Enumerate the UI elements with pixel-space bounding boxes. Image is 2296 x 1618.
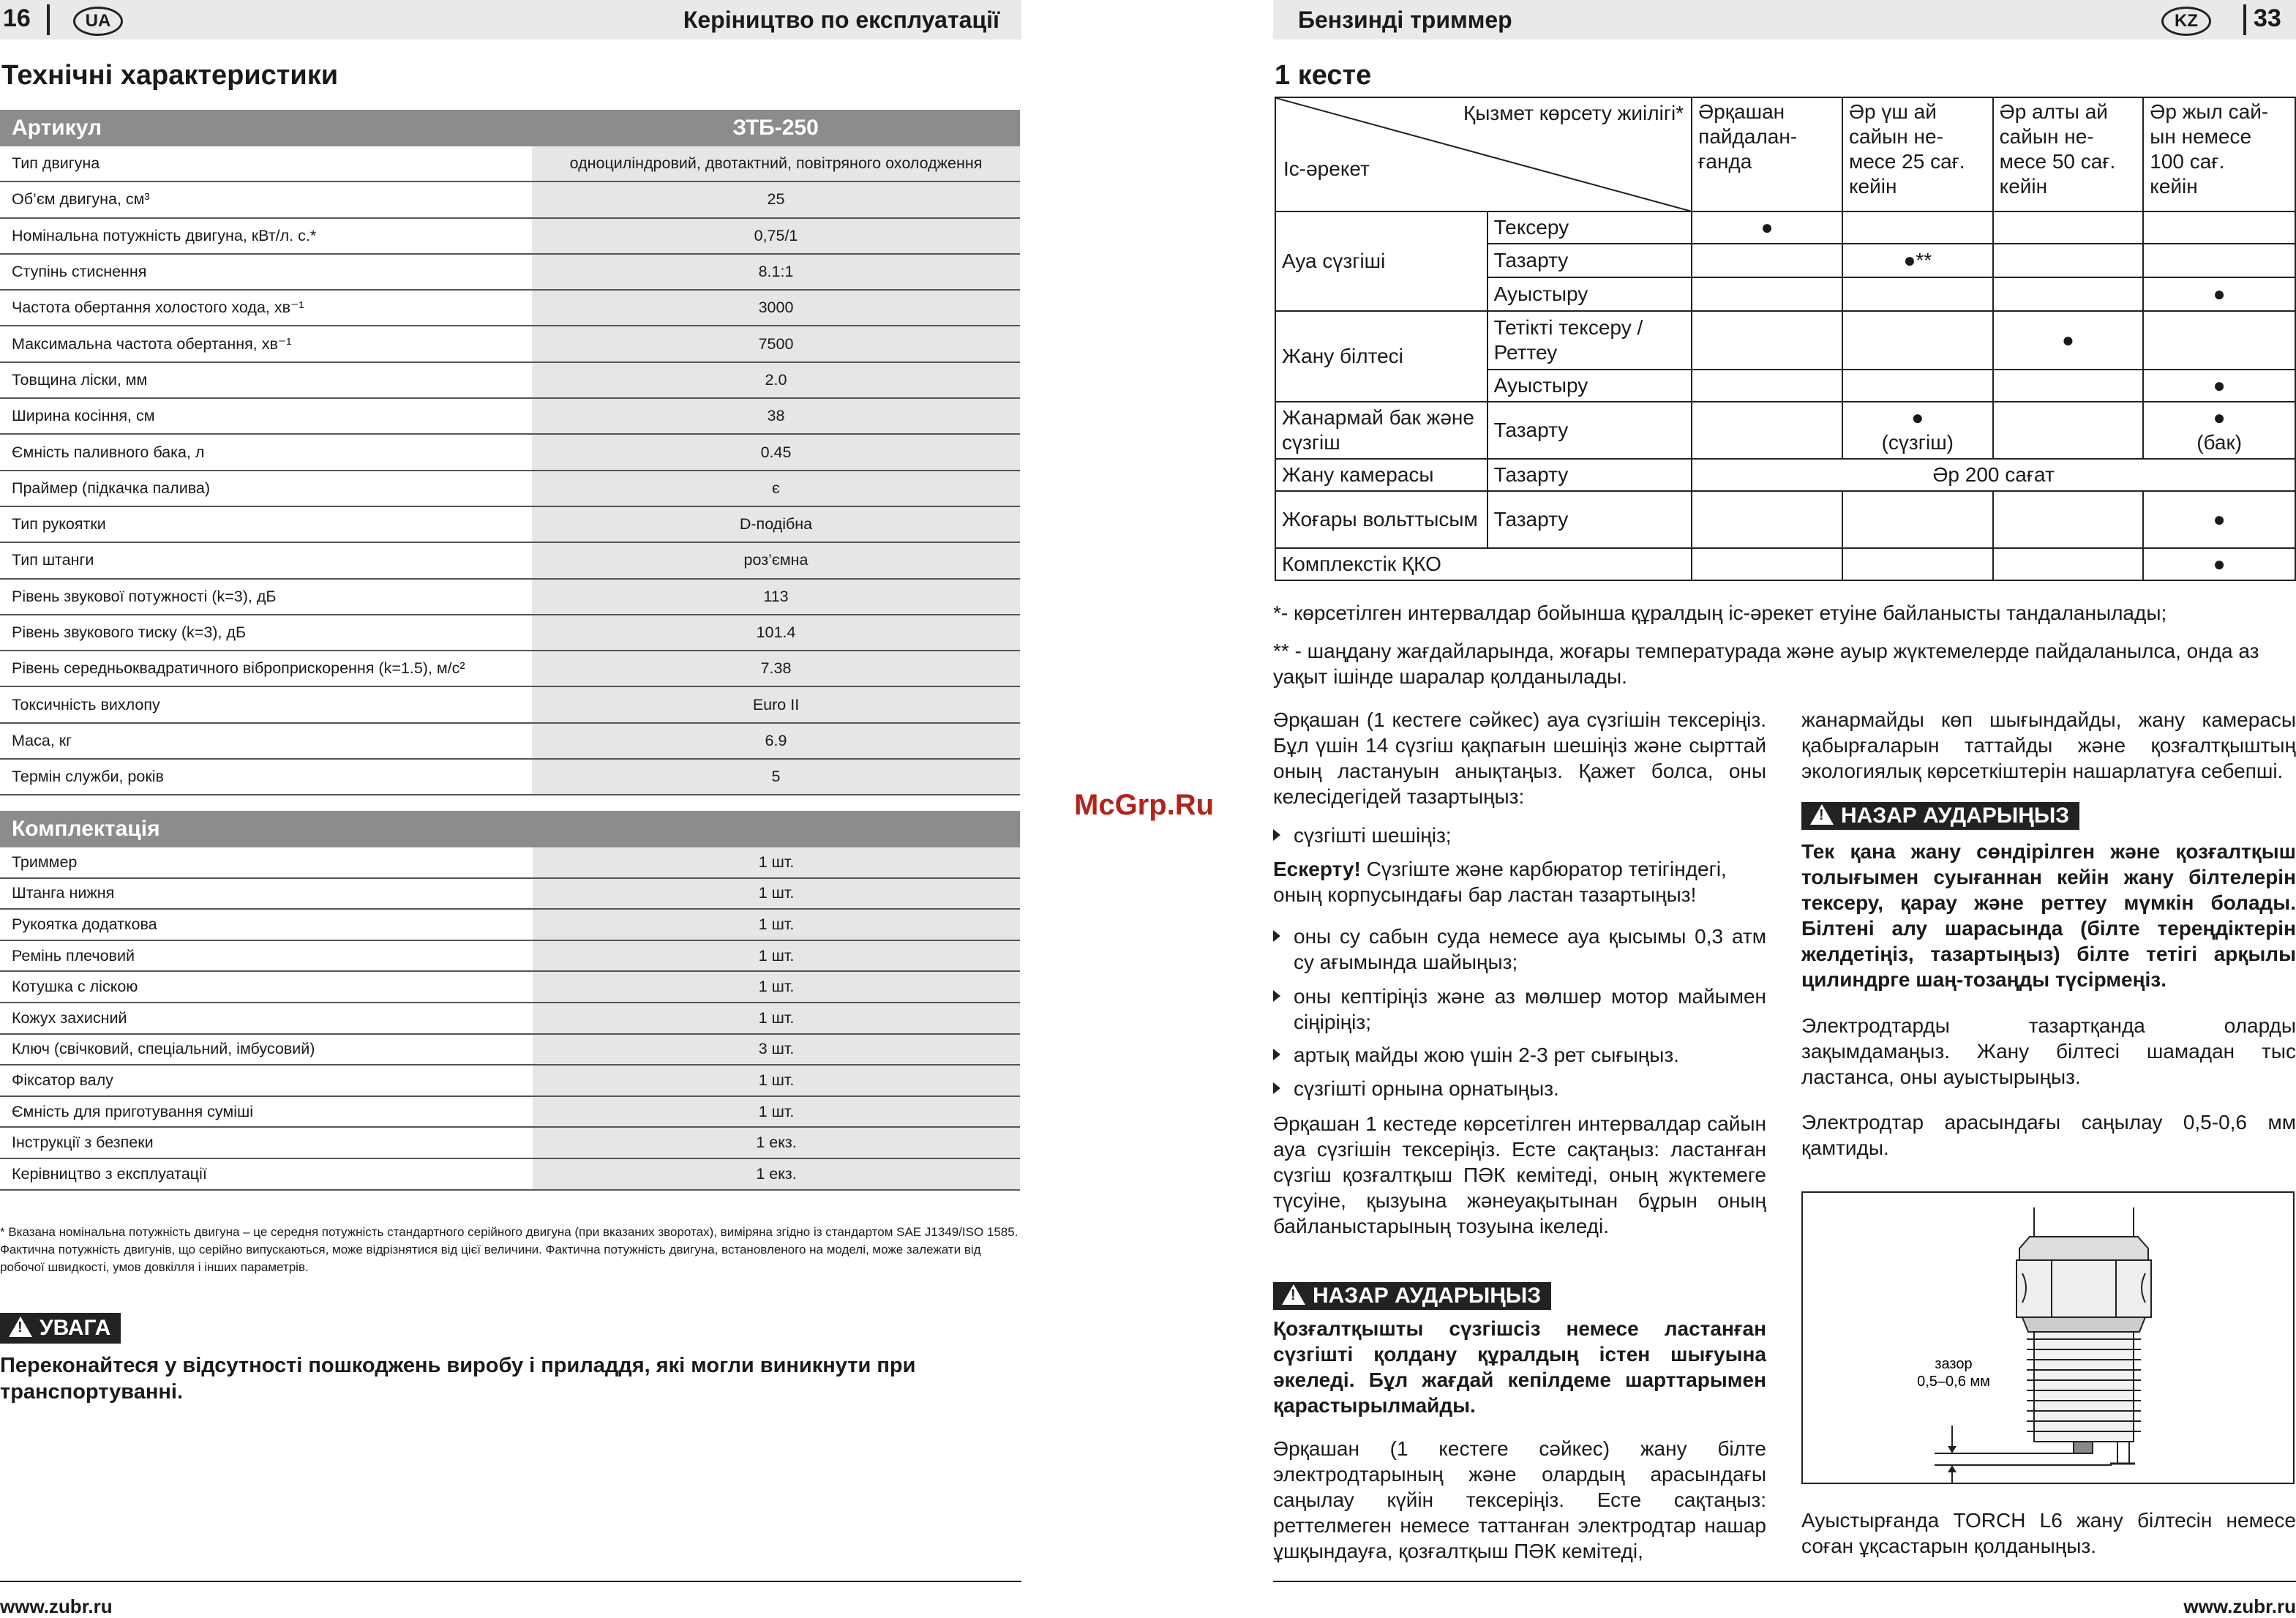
corner-action: Іс-әрекет <box>1283 157 1370 180</box>
mark: ●** <box>1842 244 1993 277</box>
table-note-1: *- көрсетілген интервалдар бойынша құралдың іс-әрекет етуіне байланысты тандаланылады; <box>1273 602 2167 624</box>
spec-label: Частота обертання холостого хода, хв⁻¹ <box>0 290 531 326</box>
warning-badge <box>0 1313 121 1344</box>
right-header <box>1273 0 2296 40</box>
col-line: кейін <box>2150 175 2198 198</box>
col1-para-1: Әрқашан (1 кестеге сәйкес) ауа сүзгішін тексеріңіз. Бұл үшін 14 сүзгіш қақпағын шешіңіз және сырттай оның ластануын анықтаңыз. Қажет болса, оны келесідегідей тазартыңыз: <box>1273 708 1766 808</box>
kit-item: Інструкції з безпеки <box>0 1127 532 1158</box>
kit-item: Ремінь плечовий <box>0 940 532 972</box>
spec-value: 8.1:1 <box>531 254 1020 290</box>
spec-value: 113 <box>531 579 1020 615</box>
warning-icon <box>1810 804 1834 825</box>
mark: ● <box>2143 491 2295 548</box>
header-separator <box>2243 4 2246 35</box>
bullet-item <box>1273 1076 1766 1101</box>
spec-value: 3000 <box>531 290 1020 326</box>
spec-label: Рівень звукового тиску (k=3), дБ <box>0 615 531 651</box>
page-number: 16 <box>3 4 31 32</box>
col1-note <box>1273 856 1766 907</box>
left-page <box>0 0 1021 1617</box>
col-line: кейін <box>1848 175 1897 198</box>
spec-label: Тип рукоятки <box>0 506 531 542</box>
spec-value: 38 <box>531 398 1020 434</box>
kit-qty: 1 шт. <box>532 971 1020 1003</box>
site-link[interactable]: www.zubr.ru <box>2183 1595 2296 1617</box>
col1-para-3: Әрқашан (1 кестеге сәйкес) жану білте электродтарының және олардың арасындағы саңылау күйін тексеріңіз. Есте сақтаңыз: реттелмеген немесе таттанған электродтар нашар ұшқындауға, қозғалтқыш ПӘК кемітеді, <box>1273 1437 1766 1562</box>
note-text: Сүзгіште және карбюратор тетігіндегі, оның корпусындағы бар ластан тазартыңыз! <box>1273 858 1727 906</box>
spec-value: D-подібна <box>531 506 1020 542</box>
col-line: ғанда <box>1698 150 1752 173</box>
kit-item: Ключ (свічковий, спеціальний, імбусовий) <box>0 1034 532 1065</box>
bullet-item <box>1273 924 1766 975</box>
kit-row <box>0 1034 1020 1065</box>
bullet-marker <box>1273 1076 1294 1101</box>
kit-row <box>0 940 1020 972</box>
spec-value: 101.4 <box>531 615 1020 651</box>
footnote: * Вказана номінальна потужність двигуна – це середня потужність стандартного серійного двигуна (при вказаних зворотах), виміряна згідно із стандартом SAE J1349/ISO 1585. Фактична потужність двигунів, що серійно випускаються, може відрізнятися від цієї величини. Фактична потужність двигуна, встановленого на моделі, може залежати від робочої швидкості, умов довкілля і інших параметрів. <box>0 1225 1018 1274</box>
maintenance-table <box>1275 97 2296 581</box>
kit-qty: 1 шт. <box>532 940 1020 972</box>
spec-value: 7.38 <box>531 651 1020 686</box>
row-complex: Комплекстік ҚКО <box>1275 548 1692 580</box>
kit-qty: 1 екз. <box>532 1158 1020 1190</box>
action-clean: Тазарту <box>1487 491 1692 548</box>
spec-row <box>0 218 1020 254</box>
spec-label: Максимальна частота обертання, хв⁻¹ <box>0 326 531 362</box>
bullet-item <box>1273 1042 1766 1068</box>
row-fuel-tank: Жанармай бак және сүзгіш <box>1275 402 1487 459</box>
row-spark-plug: Жану білтесі <box>1275 311 1487 402</box>
spec-row <box>0 362 1020 398</box>
action-replace: Ауыстыру <box>1487 277 1692 311</box>
spec-row <box>0 651 1020 686</box>
spec-value: роз’ємна <box>531 542 1020 578</box>
spec-label: Ступінь стиснення <box>0 254 531 290</box>
action-clean: Тазарту <box>1487 459 1692 491</box>
spec-label: Ємність паливного бака, л <box>0 434 531 470</box>
spec-row <box>0 254 1020 290</box>
spec-row <box>0 326 1020 362</box>
bullet-marker <box>1273 1042 1294 1068</box>
attention-badge <box>1273 1282 1551 1310</box>
bullet-text: сүзгішті шешіңіз; <box>1294 824 1452 847</box>
spec-value: 7500 <box>531 326 1020 362</box>
spec-row <box>0 506 1020 542</box>
mark: ● <box>1993 311 2144 370</box>
mark-with-note <box>1842 402 1993 459</box>
spec-value: одноциліндровий, двотактний, повітряного охолодження <box>531 146 1020 181</box>
header-title: Керіництво по експлуатації <box>683 7 999 33</box>
kit-row <box>0 1065 1020 1096</box>
col-line: ын немесе <box>2150 125 2252 148</box>
spec-label: Рівень середньоквадратичного віброприскорення (k=1.5), м/с² <box>0 651 531 686</box>
spec-value: 2.0 <box>531 362 1020 398</box>
header-title: Бензинді триммер <box>1298 7 1512 33</box>
spec-row <box>0 686 1020 722</box>
kit-row <box>0 1158 1020 1190</box>
spec-row <box>0 290 1020 326</box>
mark: ● <box>2143 548 2295 580</box>
watermark: McGrp.Ru <box>1074 789 1215 821</box>
col-header-always <box>1692 97 1842 211</box>
spec-label: Об’єм двигуна, см³ <box>0 181 531 217</box>
col2-para-4: Ауыстырғанда TORCH L6 жану білтесін немесе соған ұқсастарын қолданыңыз. <box>1801 1509 2296 1557</box>
mark: ● <box>1911 406 1924 429</box>
row-combustion-chamber: Жану камерасы <box>1275 459 1487 491</box>
kit-qty: 1 шт. <box>532 909 1020 940</box>
mark-note: (сүзгіш) <box>1881 431 1954 454</box>
table-note-2: ** - шаңдану жағдайларында, жоғары температурада және ауыр жүктемелерде пайдаланылса, онда аз уақыт ішінде шаралар қолданылады. <box>1273 640 2259 688</box>
col-line: пайдалан- <box>1698 125 1798 148</box>
corner-frequency: Қызмет көрсету жиілігі* <box>1463 102 1684 124</box>
bullet-text: артық майды жою үшін 2-3 рет сығыңыз. <box>1294 1044 1679 1066</box>
mark-with-note <box>2143 402 2295 459</box>
kit-qty: 1 екз. <box>532 1127 1020 1158</box>
spec-row <box>0 723 1020 759</box>
kit-qty: 1 шт. <box>532 1003 1020 1034</box>
footer-line <box>0 1581 1021 1582</box>
col-line: месе 50 сағ. <box>1999 150 2116 173</box>
col-line: месе 25 сағ. <box>1848 150 1965 173</box>
kit-row <box>0 909 1020 940</box>
col-article: Артикул <box>0 110 531 146</box>
specs-table <box>0 110 1020 795</box>
col-line: Әр үш ай <box>1848 100 1937 123</box>
col2-para-1: жанармайды көп шығындайды, жану камерасы қабырғаларын таттайды және қозғалтқыштың экологиялық көрсеткіштерін нашарлатуға себепші. <box>1801 708 2296 782</box>
kit-row <box>0 971 1020 1003</box>
mark: ● <box>2143 277 2295 311</box>
col-line: кейін <box>1999 175 2048 198</box>
kit-item: Котушка с ліскою <box>0 971 532 1003</box>
spec-value: є <box>531 471 1020 506</box>
bullet-marker <box>1273 984 1294 1009</box>
spec-label: Токсичність вихлопу <box>0 686 531 722</box>
kit-item: Рукоятка додаткова <box>0 909 532 940</box>
bullet-text: сүзгішті орнына орнатыңыз. <box>1294 1077 1559 1100</box>
col-header-yearly <box>2143 97 2295 211</box>
mark: ● <box>1692 211 1842 244</box>
spec-value: 5 <box>531 759 1020 795</box>
kit-qty: 1 шт. <box>532 1096 1020 1128</box>
kit-item: Фіксатор валу <box>0 1065 532 1096</box>
spec-label: Праймер (підкачка палива) <box>0 471 531 506</box>
kit-qty: 1 шт. <box>532 847 1020 878</box>
table-title: 1 кесте <box>1275 60 1372 91</box>
kit-qty: 3 шт. <box>532 1034 1020 1065</box>
section-title: Технічні характеристики <box>1 60 339 91</box>
col-line: 100 сағ. <box>2150 150 2225 173</box>
kit-row <box>0 1096 1020 1128</box>
col-line: Әрқашан <box>1698 100 1785 123</box>
spec-value: Euro II <box>531 686 1020 722</box>
kit-row <box>0 1127 1020 1158</box>
lang-badge: KZ <box>2161 7 2211 36</box>
bullet-text: оны кептіріңіз және аз мөлшер мотор майымен сіңіріңіз; <box>1294 985 1766 1033</box>
warning-icon <box>9 1317 32 1337</box>
kit-title: Комплектація <box>0 811 1020 847</box>
col2-warning: Тек қана жану сөндірілген және қозғалтқыш толығымен суығаннан кейін жану білтелерін тексеру, қарау және реттеу мүмкін болады. Білтені алу шарасында (білте тереңдіктерін желдетіңіз, тазартыңыз) білте тетігі арқылы цилиндрге шаң-тозаңды түсірмеңіз. <box>1801 840 2296 991</box>
mark: ● <box>2143 370 2295 402</box>
kit-item: Штанга нижня <box>0 878 532 910</box>
warning-icon <box>1282 1284 1305 1305</box>
lang-badge: UA <box>73 7 123 36</box>
kit-row <box>0 1003 1020 1034</box>
header-separator <box>47 4 50 35</box>
every-200-hours: Әр 200 сағат <box>1692 459 2295 491</box>
spec-value: 6.9 <box>531 723 1020 759</box>
spec-row <box>0 146 1020 181</box>
col-header-3months <box>1842 97 1993 211</box>
spec-label: Рівень звукової потужності (k=3), дБ <box>0 579 531 615</box>
spark-plug-drawing <box>1803 1193 2293 1483</box>
gap-value: 0,5–0,6 мм <box>1917 1374 1990 1390</box>
spec-label: Номінальна потужність двигуна, кВт/л. с.* <box>0 218 531 254</box>
attention-label: НАЗАР АУДАРЫҢЫЗ <box>1313 1284 1542 1308</box>
mark-note: (бак) <box>2196 431 2243 454</box>
left-header <box>0 0 1021 40</box>
spec-label: Ширина косіння, см <box>0 398 531 434</box>
spec-label: Тип двигуна <box>0 146 531 181</box>
col-header-6months <box>1993 97 2144 211</box>
action-replace: Ауыстыру <box>1487 370 1692 402</box>
bullet-text: оны су сабын суда немесе ауа қысымы 0,3 атм су ағымында шайыңыз; <box>1294 925 1766 973</box>
col1-para-2: Әрқашан 1 кестеде көрсетілген интервалдар сайын ауа сүзгішін тексеріңіз. Есте сақтаңыз: ластанған сүзгіш қозғалтқыш ПӘК кемітеді, оның жүктемеге түсуіне, қызуына жәнеуақытынан бұрын оның байланыстарының тозуына ікеледі. <box>1273 1112 1766 1237</box>
spec-label: Товщина ліски, мм <box>0 362 531 398</box>
col-line: сайын не- <box>1848 125 1943 148</box>
spec-value: 25 <box>531 181 1020 217</box>
col2-para-3: Электродтар арасындағы саңылау 0,5-0,6 мм қамтиды. <box>1801 1111 2296 1159</box>
kit-item: Триммер <box>0 847 532 878</box>
kit-row <box>0 847 1020 878</box>
spec-label: Термін служби, років <box>0 759 531 795</box>
attention-badge <box>1801 802 2079 830</box>
kit-qty: 1 шт. <box>532 1065 1020 1096</box>
bullet-item <box>1273 823 1766 848</box>
spec-label: Тип штанги <box>0 542 531 578</box>
spec-row <box>0 434 1020 470</box>
kit-item: Ємність для приготування суміші <box>0 1096 532 1128</box>
col-model: ЗТБ-250 <box>531 110 1020 146</box>
col-line: Әр алты ай <box>1999 100 2108 123</box>
spec-label: Маса, кг <box>0 723 531 759</box>
footer-line <box>1273 1581 2296 1582</box>
warning-label: УВАГА <box>40 1316 111 1340</box>
spec-row <box>0 759 1020 795</box>
spec-row <box>0 615 1020 651</box>
spark-plug-figure <box>1801 1191 2295 1484</box>
col2-para-2: Электродтарды тазартқанда оларды зақымдамаңыз. Жану білтесі шамадан тыс ластанса, оны ауыстырыңыз. <box>1801 1014 2296 1088</box>
action-clean: Тазарту <box>1487 244 1692 277</box>
row-air-filter: Ауа сүзгіші <box>1275 211 1487 311</box>
mark: ● <box>2213 406 2226 429</box>
gap-label: зазор <box>1935 1356 1973 1372</box>
kit-table <box>0 811 1020 1191</box>
warning-text: Переконайтеся у відсутності пошкоджень виробу і приладдя, які могли виникнути при транспортуванні. <box>0 1354 916 1404</box>
kit-item: Керівництво з експлуатації <box>0 1158 532 1190</box>
spec-row <box>0 398 1020 434</box>
col-line: Әр жыл сай- <box>2150 100 2269 123</box>
kit-item: Кожух захисний <box>0 1003 532 1034</box>
bullet-marker <box>1273 924 1294 949</box>
col1-warning: Қозғалтқышты сүзгішсіз немесе ластанған сүзгішті қолдану құралдың істен шығуына әкеледі. Бұл жағдай кепілдеме шарттарымен қарастырылмайды. <box>1273 1317 1766 1417</box>
row-high-voltage: Жоғары вольттысым <box>1275 491 1487 548</box>
spec-value: 0.45 <box>531 434 1020 470</box>
kit-qty: 1 шт. <box>532 878 1020 910</box>
action-check-adjust: Тетікті тексеру / Реттеу <box>1487 311 1692 370</box>
spec-value: 0,75/1 <box>531 218 1020 254</box>
col-line: сайын не- <box>1999 125 2094 148</box>
bullet-item <box>1273 984 1766 1035</box>
spec-row <box>0 181 1020 217</box>
action-clean: Тазарту <box>1487 402 1692 459</box>
kit-row <box>0 878 1020 910</box>
page-number: 33 <box>2254 4 2281 32</box>
spec-row <box>0 542 1020 578</box>
site-link[interactable]: www.zubr.ru <box>0 1595 113 1617</box>
table-corner <box>1275 97 1692 211</box>
attention-label: НАЗАР АУДАРЫҢЫЗ <box>1841 804 2070 828</box>
note-label: Ескерту! <box>1273 858 1361 880</box>
spec-row <box>0 579 1020 615</box>
spec-row <box>0 471 1020 506</box>
action-check: Тексеру <box>1487 211 1692 244</box>
